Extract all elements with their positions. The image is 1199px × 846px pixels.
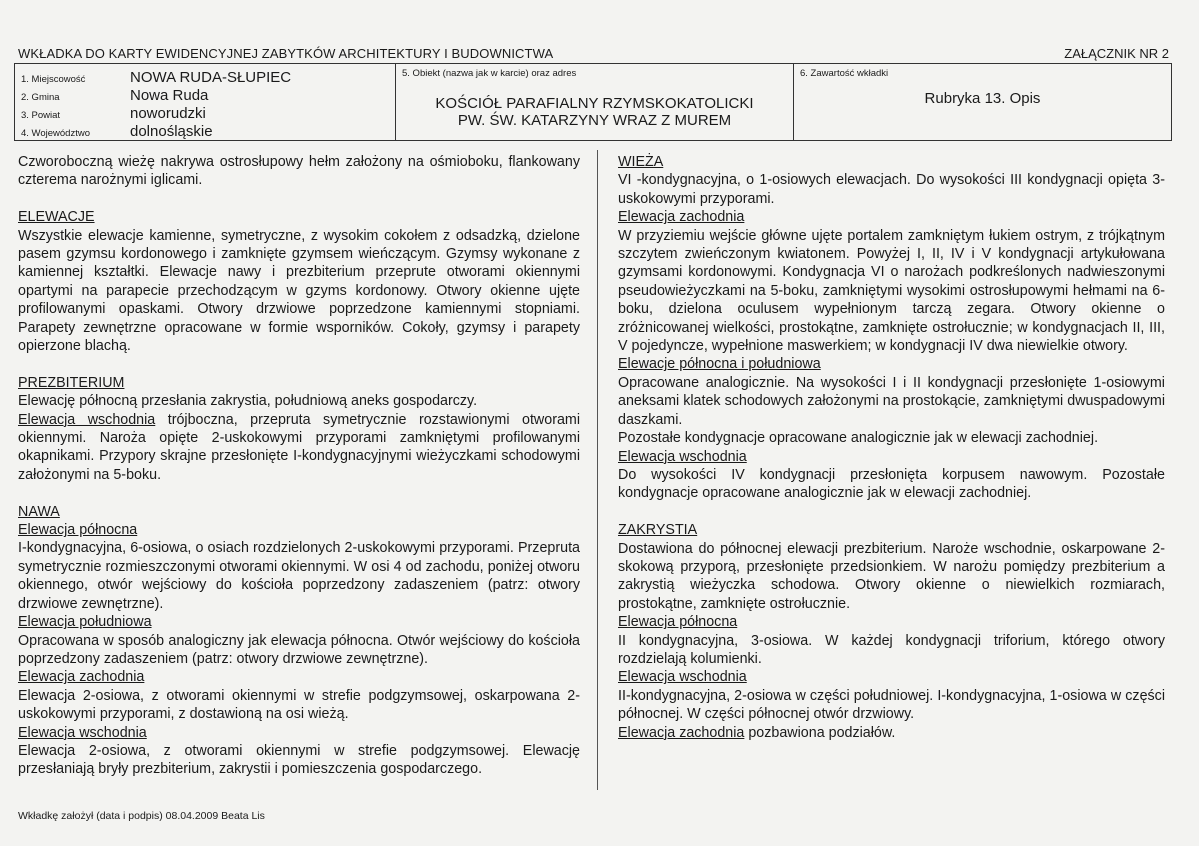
document-title: WKŁADKA DO KARTY EWIDENCYJNEJ ZABYTKÓW ARCHITEKTURY I BUDOWNICTWA <box>18 46 554 61</box>
county-label: 3. Powiat <box>21 110 61 121</box>
wieza-west-subheading: Elewacja zachodnia <box>618 209 745 226</box>
location-cell <box>15 64 396 140</box>
prezbiterium-paragraph-2 <box>18 411 580 485</box>
wieza-east-subheading: Elewacja wschodnia <box>618 448 747 465</box>
object-label: 5. Obiekt (nazwa jak w karcie) oraz adres <box>402 68 577 79</box>
nawa-heading: NAWA <box>18 503 60 520</box>
voivodeship-value: dolnośląskie <box>130 123 213 140</box>
nawa-west-text: Elewacja 2-osiowa, z otworami okiennymi w strefie podgzymsowej, oskarpowana 2-uskokowymi przyporami, z dostawioną na osi wieżą. <box>18 687 580 723</box>
wieza-west-text: W przyziemiu wejście główne ujęte portalem zamkniętym łukiem ostrym, z trójkątnym szczytem zwieńczonym kwiatonem. Powyżej I, II, IV i V kondygnacji artykułowana gzymsami kordonowymi. Kondygnacja VI o narożach podkreślonych nadwieszonymi pseudowieżyczkami na 5-boku, zamkniętymi wysokimi ostrosłupowymi hełmami na 6-boku, dzielona oculusem wypełnionym tarczą zegara. Otwory okienne o zróżnicowanej wielkości, prostokątne, zamknięte ostrołucznie; w kondygnacjach II, III, V pojedyncze, wypełnione maswerkiem; w kondygnacji IV dwa niewielkie otwory. <box>618 227 1165 355</box>
zakrystia-north-subheading: Elewacja północna <box>618 614 738 631</box>
annex-number: ZAŁĄCZNIK NR 2 <box>1064 46 1169 61</box>
left-column <box>18 153 580 779</box>
footer-signature: Wkładkę założył (data i podpis) 08.04.2009 Beata Lis <box>18 810 265 822</box>
prezbiterium-east-text: trójboczna, przepruta symetrycznie rozstawionymi otworami okiennymi. Naroża opięte 2-uskokowymi przyporami zamkniętymi profilowanymi okapnikami. Przypory skrajne przesłonięte I-kondygnacyjnymi wieżyczkami schodowymi założonymi na 5-boku. <box>18 411 580 483</box>
content-label: 6. Zawartość wkładki <box>800 68 889 79</box>
nawa-north-text: I-kondygnacyjna, 6-osiowa, o osiach rozdzielonych 2-uskokowymi przyporami. Przepruta symetrycznie rozmieszczonymi otworami okiennymi. W osi 4 od zachodu, poniżej otworu okiennego, otwór wejściowy do kościoła poprzedzony zadaszeniem (patrz: otwory drzwiowe zewnętrzne). <box>18 540 580 612</box>
nawa-west-subheading: Elewacja zachodnia <box>18 669 145 686</box>
zakrystia-east-subheading: Elewacja wschodnia <box>618 669 747 686</box>
column-divider <box>597 150 598 790</box>
county-row <box>15 104 395 122</box>
nawa-north-subheading: Elewacja północna <box>18 522 138 539</box>
commune-value: Nowa Ruda <box>130 87 209 104</box>
wieza-north-south-text: Opracowane analogicznie. Na wysokości I i II kondygnacji przesłonięte 1-osiowymi aneksami klatek schodowych założonymi na prostokącie, zamkniętymi dwuspadowymi daszkami. <box>618 374 1165 428</box>
zakrystia-west-paragraph <box>618 724 1165 742</box>
locality-label: 1. Miejscowość <box>21 74 86 85</box>
prezbiterium-paragraph-1: Elewację północną przesłania zakrystia, południową aneks gospodarczy. <box>18 393 478 410</box>
commune-label: 2. Gmina <box>21 92 60 103</box>
zakrystia-west-text: pozbawiona podziałów. <box>744 724 896 741</box>
wieza-east-text: Do wysokości IV kondygnacji przesłonięta korpusem nawowym. Pozostałe kondygnacje opracowane analogicznie jak w elewacji zachodniej. <box>618 466 1165 502</box>
wieza-remaining-text: Pozostałe kondygnacje opracowane analogicznie jak w elewacji zachodniej. <box>618 430 1099 447</box>
prezbiterium-heading: PREZBITERIUM <box>18 374 125 391</box>
object-cell <box>396 64 794 140</box>
object-line-1: KOŚCIÓŁ PARAFIALNY RZYMSKOKATOLICKI <box>435 95 754 112</box>
right-column <box>618 153 1165 742</box>
nawa-south-subheading: Elewacja południowa <box>18 614 152 631</box>
locality-value: NOWA RUDA-SŁUPIEC <box>130 69 292 86</box>
object-line-2: PW. ŚW. KATARZYNY WRAZ Z MUREM <box>457 112 732 129</box>
wieza-intro-text: VI -kondygnacyjna, o 1-osiowych elewacjach. Do wysokości III kondygnacji opięta 3-uskokowymi przyporami. <box>618 172 1165 207</box>
nawa-east-subheading: Elewacja wschodnia <box>18 724 147 741</box>
elewacje-heading: ELEWACJE <box>18 209 95 226</box>
wieza-north-south-subheading: Elewacje północna i południowa <box>618 356 821 373</box>
prezbiterium-east-subheading: Elewacja wschodnia <box>18 411 156 428</box>
object-name <box>396 95 793 129</box>
zakrystia-west-subheading: Elewacja zachodnia <box>618 724 745 741</box>
voivodeship-label: 4. Województwo <box>21 128 90 139</box>
zakrystia-north-text: II kondygnacyjna, 3-osiowa. W każdej kondygnacji triforium, którego otwory rozdzielają kolumienki. <box>618 632 1165 667</box>
wieza-heading: WIEŻA <box>618 154 664 170</box>
voivodeship-row <box>15 122 395 140</box>
zakrystia-heading: ZAKRYSTIA <box>618 522 698 539</box>
header-table <box>14 63 1172 141</box>
content-cell <box>794 64 1171 140</box>
county-value: noworudzki <box>130 105 206 122</box>
elewacje-paragraph: Wszystkie elewacje kamienne, symetryczne, z wysokim cokołem z odsadzką, dzielone pasem gzymsu kordonowego i zamknięte gzymsem wieńczącym. Gzymsy wykonane z kamiennej kształtki. Elewacje nawy i prezbiterium przeprute otworami okiennymi opartymi na parapecie przechodzącym w gzyms kordonowy. Otwory okienne ujęte profilowanymi opaskami. Otwory drzwiowe poprzedzone kamiennymi stopniami. Parapety zewnętrzne opracowane w formie wsporników. Cokoły, gzymsy i parapety opierzone blachą. <box>18 227 580 355</box>
zakrystia-east-text: II-kondygnacyjna, 2-osiowa w części południowej. I-kondygnacyjna, 1-osiowa w części północnej. W części północnej otwór drzwiowy. <box>618 687 1165 723</box>
intro-paragraph: Czworoboczną wieżę nakrywa ostrosłupowy hełm założony na ośmioboku, flankowany czterema narożnymi iglicami. <box>18 154 580 189</box>
commune-row <box>15 86 395 104</box>
content-value: Rubryka 13. Opis <box>924 90 1041 107</box>
nawa-east-text: Elewacja 2-osiowa, z otworami okiennymi w strefie podgzymsowej. Elewację przesłaniają bryły prezbiterium, zakrystii i pomieszczenia gospodarczego. <box>18 742 580 778</box>
nawa-south-text: Opracowana w sposób analogiczny jak elewacja północna. Otwór wejściowy do kościoła poprzedzony zadaszeniem (patrz: otwory drzwiowe zewnętrzne). <box>18 632 580 667</box>
zakrystia-intro-text: Dostawiona do północnej elewacji prezbiterium. Naroże wschodnie, oskarpowane 2-skokową przyporą, przesłonięte przedsionkiem. W narożu pomiędzy prezbiterium a zakrystią wieżyczka schodowa. Otwory okienne o niewielkich rozmiarach, prostokątne, zamknięte ostrołucznie. <box>618 540 1165 612</box>
locality-row <box>15 68 395 86</box>
